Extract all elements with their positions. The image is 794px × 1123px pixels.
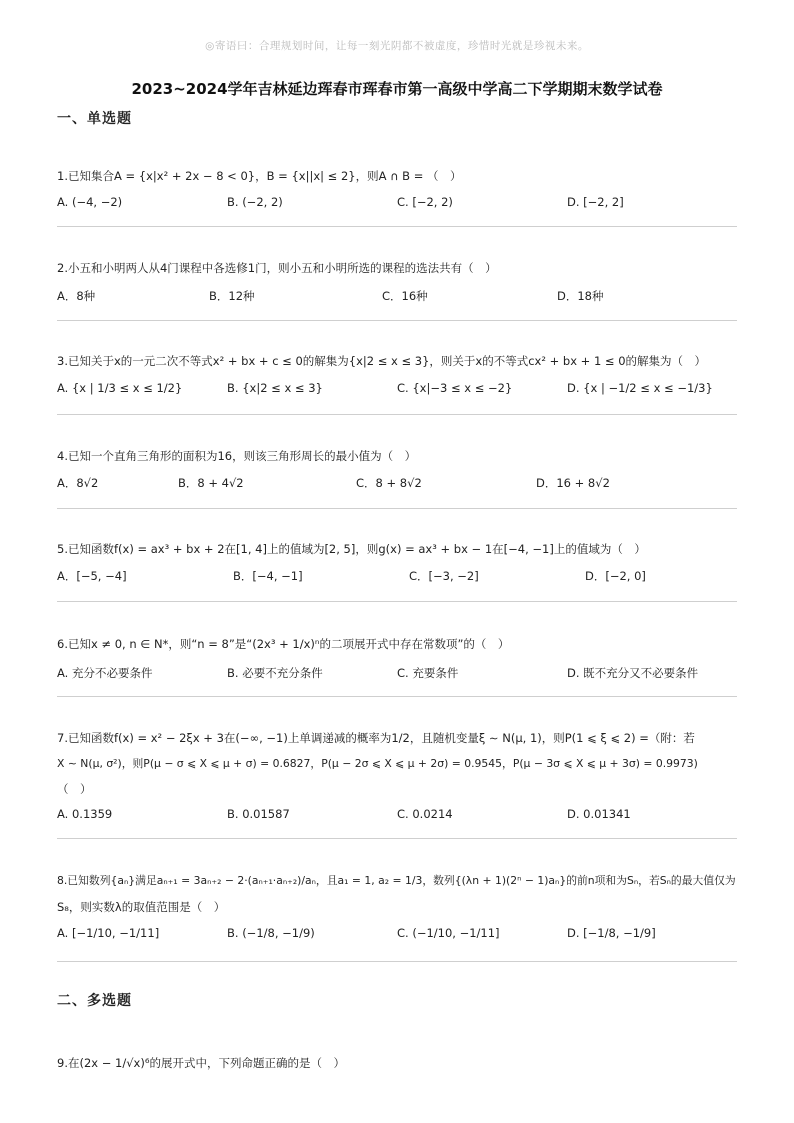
question-7-option-c[interactable]: C. 0.0214	[397, 807, 453, 821]
question-4-stem: 4.已知一个直角三角形的面积为16，则该三角形周长的最小值为（ ）	[57, 449, 417, 463]
question-2-option-b[interactable]: B．12种	[209, 289, 255, 303]
question-1-option-c[interactable]: C. [−2, 2)	[397, 195, 453, 209]
question-1-stem: 1.已知集合A = {x|x² + 2x − 8 < 0}，B = {x||x| ≤ 2}，则A ∩ B = （ ）	[57, 169, 462, 183]
section-heading-single: 一、单选题	[57, 111, 132, 127]
divider	[57, 601, 737, 602]
question-4-option-b[interactable]: B．8 + 4√2	[178, 476, 244, 490]
divider	[57, 961, 737, 962]
question-8-option-a[interactable]: A. [−1/10, −1/11]	[57, 926, 160, 940]
question-5-option-a[interactable]: A．[−5, −4]	[57, 569, 127, 583]
page-title: 2023~2024学年吉林延边珲春市珲春市第一高级中学高二下学期期末数学试卷	[131, 80, 663, 98]
question-3-option-a[interactable]: A. {x | 1/3 ≤ x ≤ 1/2}	[57, 381, 183, 395]
question-3-option-c[interactable]: C. {x|−3 ≤ x ≤ −2}	[397, 381, 513, 395]
question-4-option-a[interactable]: A．8√2	[57, 476, 99, 490]
question-8-option-c[interactable]: C. (−1/10, −1/11]	[397, 926, 500, 940]
question-5-option-d[interactable]: D．[−2, 0]	[585, 569, 646, 583]
question-9-stem: 9.在(2x − 1/√x)⁶的展开式中，下列命题正确的是（ ）	[57, 1056, 345, 1070]
question-3-stem: 3.已知关于x的一元二次不等式x² + bx + c ≤ 0的解集为{x|2 ≤ x ≤ 3}，则关于x的不等式cx² + bx + 1 ≤ 0的解集为（ ）	[57, 354, 707, 368]
question-8-option-d[interactable]: D. [−1/8, −1/9]	[567, 926, 656, 940]
question-8-stem-line2: S₈，则实数λ的取值范围是（ ）	[57, 900, 226, 914]
motto-header: ◎寄语曰：合理规划时间，让每一刻光阴都不被虚度，珍惜时光就是珍视未来。	[205, 40, 589, 52]
question-7-stem-line3: （ ）	[57, 782, 92, 796]
question-8-option-b[interactable]: B. (−1/8, −1/9)	[227, 926, 315, 940]
question-7-stem: 7.已知函数f(x) = x² − 2ξx + 3在(−∞, −1)上单调递减的概率为1/2，且随机变量ξ ∼ N(μ, 1)，则P(1 ⩽ ξ ⩽ 2) =（附：若	[57, 731, 695, 745]
question-2-stem: 2.小五和小明两人从4门课程中各选修1门，则小五和小明所选的课程的选法共有（ ）	[57, 261, 497, 275]
divider	[57, 508, 737, 509]
question-1-option-b[interactable]: B. (−2, 2)	[227, 195, 283, 209]
question-7-option-b[interactable]: B. 0.01587	[227, 807, 290, 821]
question-6-option-d[interactable]: D. 既不充分又不必要条件	[567, 666, 699, 680]
divider	[57, 838, 737, 839]
question-2-option-a[interactable]: A．8种	[57, 289, 96, 303]
question-7-option-d[interactable]: D. 0.01341	[567, 807, 631, 821]
question-8-stem: 8.已知数列{aₙ}满足aₙ₊₁ = 3aₙ₊₂ − 2·(aₙ₊₁·aₙ₊₂)/aₙ，且a₁ = 1, a₂ = 1/3，数列{(λn + 1)(2ⁿ − 1)aₙ}的前n项和为Sₙ，若Sₙ的最大值仅为	[57, 874, 736, 887]
divider	[57, 696, 737, 697]
question-6-option-b[interactable]: B. 必要不充分条件	[227, 666, 323, 680]
question-5-stem: 5.已知函数f(x) = ax³ + bx + 2在[1, 4]上的值域为[2, 5]，则g(x) = ax³ + bx − 1在[−4, −1]上的值域为（ ）	[57, 542, 646, 556]
question-7-option-a[interactable]: A. 0.1359	[57, 807, 113, 821]
question-1-option-d[interactable]: D. [−2, 2]	[567, 195, 624, 209]
question-1-option-a[interactable]: A. (−4, −2)	[57, 195, 123, 209]
question-2-option-c[interactable]: C．16种	[382, 289, 428, 303]
divider	[57, 414, 737, 415]
question-4-option-c[interactable]: C．8 + 8√2	[356, 476, 422, 490]
question-4-option-d[interactable]: D．16 + 8√2	[536, 476, 610, 490]
divider	[57, 226, 737, 227]
question-6-stem: 6.已知x ≠ 0, n ∈ N*，则“n = 8”是“(2x³ + 1/x)ⁿ的二项展开式中存在常数项”的（ ）	[57, 637, 510, 651]
question-6-option-a[interactable]: A. 充分不必要条件	[57, 666, 153, 680]
question-3-option-b[interactable]: B. {x|2 ≤ x ≤ 3}	[227, 381, 323, 395]
divider	[57, 320, 737, 321]
question-5-option-b[interactable]: B．[−4, −1]	[233, 569, 303, 583]
question-6-option-c[interactable]: C. 充要条件	[397, 666, 459, 680]
section-heading-multi: 二、多选题	[57, 993, 132, 1009]
question-3-option-d[interactable]: D. {x | −1/2 ≤ x ≤ −1/3}	[567, 381, 713, 395]
question-2-option-d[interactable]: D．18种	[557, 289, 604, 303]
question-5-option-c[interactable]: C．[−3, −2]	[409, 569, 479, 583]
question-7-stem-line2: X ∼ N(μ, σ²)，则P(μ − σ ⩽ X ⩽ μ + σ) = 0.6827，P(μ − 2σ ⩽ X ⩽ μ + 2σ) = 0.9545，P(μ − 3σ ⩽ X ⩽ μ + 3σ) = 0.9973)	[57, 757, 698, 770]
